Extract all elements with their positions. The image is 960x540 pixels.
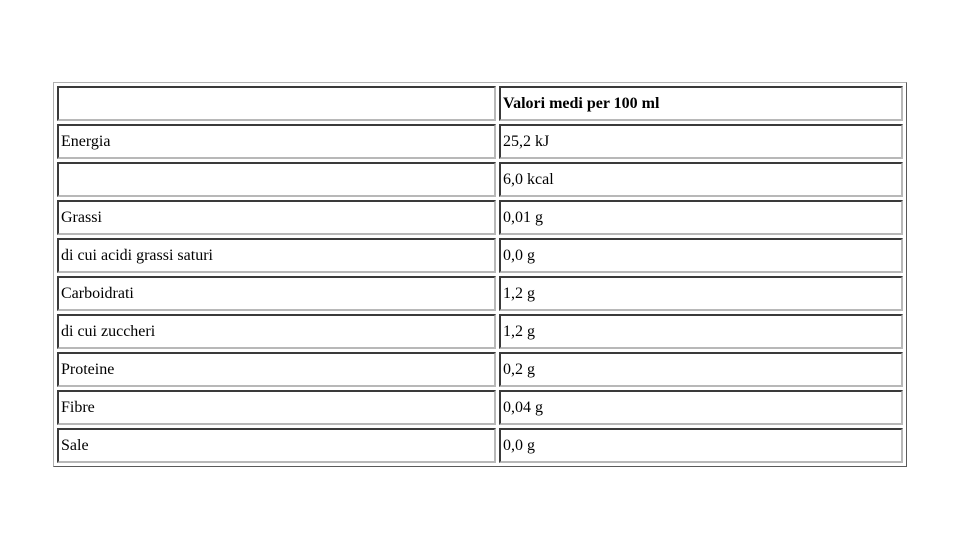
table-row [57, 124, 903, 159]
nutrient-value: 0,01 g [499, 200, 903, 235]
nutrient-value: 6,0 kcal [499, 162, 903, 197]
nutrient-value: 0,0 g [499, 428, 903, 463]
nutrient-name: Sale [57, 428, 496, 463]
nutrient-value: 1,2 g [499, 314, 903, 349]
nutrient-name [57, 162, 496, 197]
nutrient-name: Grassi [57, 200, 496, 235]
table-row [57, 390, 903, 425]
table-header-row [57, 86, 903, 121]
table-row [57, 352, 903, 387]
nutrient-name: Carboidrati [57, 276, 496, 311]
table-row [57, 200, 903, 235]
table-row [57, 314, 903, 349]
table-row [57, 276, 903, 311]
table-row [57, 162, 903, 197]
nutrient-value: 0,04 g [499, 390, 903, 425]
nutrient-value: 1,2 g [499, 276, 903, 311]
nutrient-value: 0,2 g [499, 352, 903, 387]
nutrient-name: Fibre [57, 390, 496, 425]
nutrient-name: Energia [57, 124, 496, 159]
nutrition-table [53, 82, 907, 467]
nutrient-name: di cui acidi grassi saturi [57, 238, 496, 273]
nutrient-value: 0,0 g [499, 238, 903, 273]
header-value-cell: Valori medi per 100 ml [499, 86, 903, 121]
header-name-cell [57, 86, 496, 121]
table-row [57, 428, 903, 463]
nutrient-name: di cui zuccheri [57, 314, 496, 349]
nutrient-name: Proteine [57, 352, 496, 387]
nutrient-value: 25,2 kJ [499, 124, 903, 159]
table-row [57, 238, 903, 273]
